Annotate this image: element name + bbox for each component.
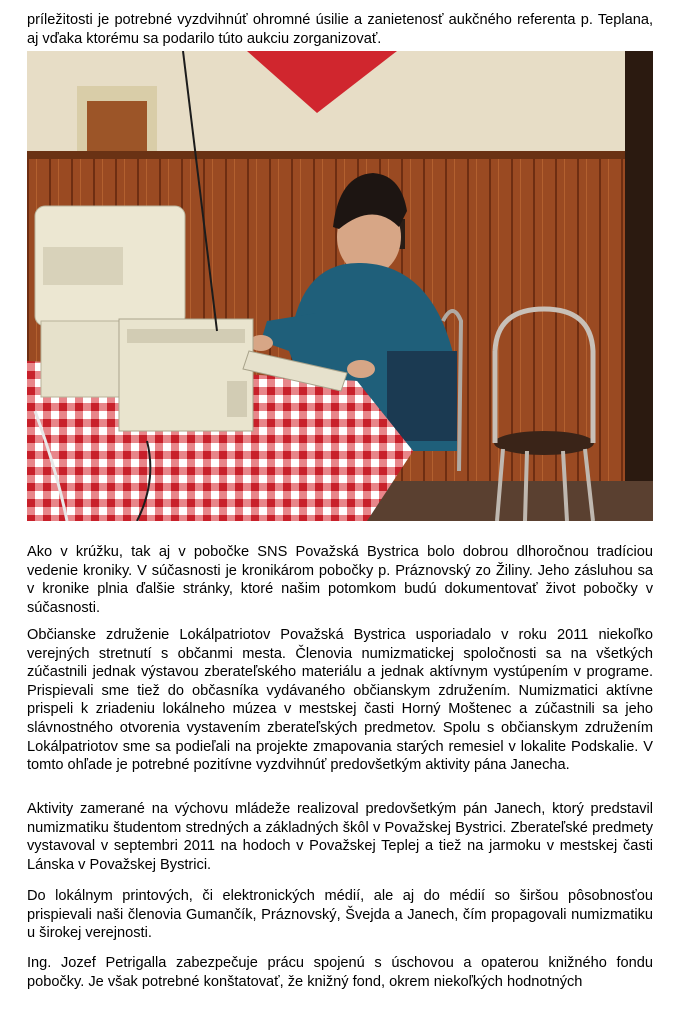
paragraph-youth-education: Aktivity zamerané na výchovu mládeže realizoval predovšetkým pán Janech, ktorý predstavil numizmatiku študentom stredných a základných škôl v Považskej Bystrici. Zberateľské predmety vystavoval v septembri 2011 na hodoch v Považskej Teplej a tiež na jarmoku v mestskej časti Lánska v Považskej Bystrici. — [27, 801, 653, 873]
paragraph-chronicle: Ako v krúžku, tak aj v pobočke SNS Považská Bystrica bolo dobrou dlhoročnou tradíciou vedenie kroniky. V súčasnosti je kronikárom pobočky p. Práznovský zo Žiliny. Jeho zásluhou sa v kronike plnia ďalšie stránky, ktoré našim potomkom budú dokumentovať život pobočky v súčasnosti. — [27, 544, 653, 616]
paragraph-media: Do lokálnym printových, či elektronických médií, ale aj do médií so širšou pôsobnosťou prispievali naši členovia Gumančík, Práznovský, Švejda a Janech, čím propagovali numizmatiku u širokej verejnosti. — [27, 888, 653, 942]
photo-illustration — [27, 51, 653, 521]
photo-man-at-computer — [27, 51, 653, 521]
paragraph-civic-association: Občianske združenie Lokálpatriotov Považská Bystrica usporiadalo v roku 2011 niekoľko verejných stretnutí s občanmi mesta. Členovia numizmatickej spoločnosti sa na všetkých zúčastnili jednak výstavou zberateľského materiálu a jednak aktívnym vystúpením v programe. Prispievali sme tiež do občasníka vydávaného občianskym združením. Numizmatici aktívne prispeli k zriadeniu lokálneho múzea v mestskej časti Horný Moštenec a zúčastnili sa jeho slávnostného otvorenia vystavením zberateľských predmetov. Spolu s občianskym združením Lokálpatriotov sme sa podieľali na projekte zmapovania starých remesiel v lokalite Podskalie. V tomto ohľade je potrebné pozitívne vyzdvihnúť predovšetkým aktivity pána Janecha. — [27, 627, 653, 774]
paragraph-book-fund: Ing. Jozef Petrigalla zabezpečuje prácu spojenú s úschovou a opaterou knižného fondu pobočky. Je však potrebné konštatovať, že knižný fond, okrem niekoľkých hodnotných — [27, 955, 653, 990]
paragraph-auction-intro: príležitosti je potrebné vyzdvihnúť ohromné úsilie a zanietenosť aukčného referenta p. Teplana, aj vďaka ktorému sa podarilo túto aukciu zorganizovať. — [27, 12, 653, 47]
